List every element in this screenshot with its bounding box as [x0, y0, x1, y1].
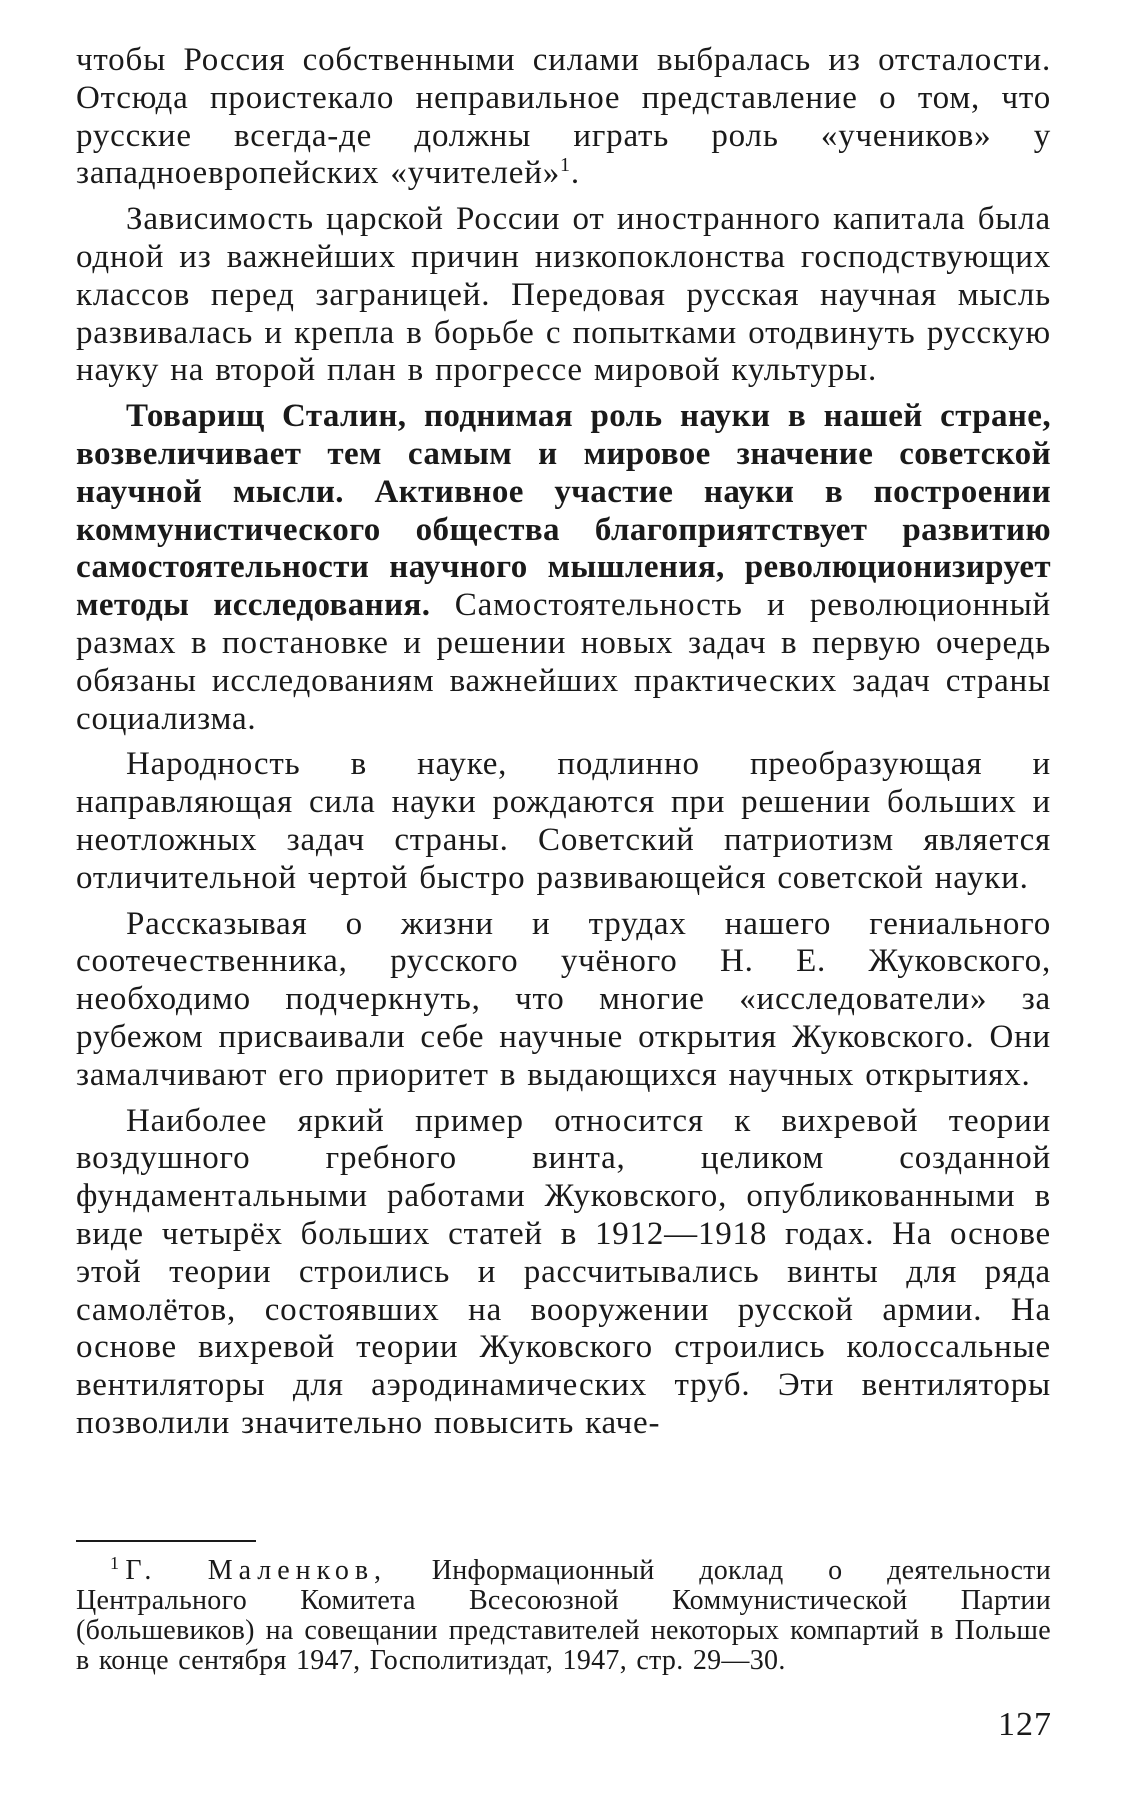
paragraph-3 — [76, 398, 1051, 738]
paragraph-5: Рассказывая о жизни и трудах нашего гениального соотечественника, русского учёного Н. Е. Жуковского, необходимо подчеркнуть, что многие «исследователи» за рубежом присваивали себе научные открытия Жуковского. Они замалчивают его приоритет в выдающихся научных открытиях. — [76, 905, 1051, 1093]
paragraph-1-text: чтобы Россия собственными силами выбралась из отсталости. Отсюда проистекало неправильное представление о том, что русские всегда-де должны играть роль «учеников» у западноевропейских «учителей» — [76, 42, 1051, 192]
footnote-author: Г. Маленков, — [125, 1555, 388, 1586]
footnote — [76, 1552, 1051, 1676]
paragraph-1 — [76, 42, 1051, 193]
footnote-text — [76, 1552, 1051, 1676]
footnote-citation: Информационный доклад о деятельности Центрального Комитета Всесоюзной Коммунистической Партии (большевиков) на совещании представителей некоторых компартий в Польше в конце сентября 1947, Госполитиздат, 1947, стр. 29—30. — [76, 1555, 1051, 1676]
paragraph-3-text: Самостоятельность и революционный размах в постановке и решении новых задач в первую очередь обязаны исследованиям важнейших практических задач страны социализма. — [76, 587, 1051, 737]
paragraph-1-end: . — [570, 155, 580, 192]
page-number: 127 — [998, 1706, 1052, 1743]
footnote-divider — [76, 1540, 256, 1542]
paragraph-2: Зависимость царской России от иностранного капитала была одной из важнейших причин низкопоклонства господствующих классов перед заграницей. Передовая русская научная мысль развивалась и крепла в борьбе с попытками отодвинуть русскую науку на второй план в прогрессе мировой культуры. — [76, 201, 1051, 389]
paragraph-4: Народность в науке, подлинно преобразующая и направляющая сила науки рождаются при решении больших и неотложных задач страны. Советский патриотизм является отличительной чертой быстро развивающейся советской науки. — [76, 746, 1051, 896]
bold-passage: Товарищ Сталин, поднимая роль науки в нашей стране, возвеличивает тем самым и мировое значение советской научной мысли. Активное участие науки в построении коммунистического общества благоприятствует развитию самостоятельности научного мышления, революционизирует методы исследования. — [76, 398, 1051, 624]
paragraph-6: Наиболее яркий пример относится к вихревой теории воздушного гребного винта, целиком созданной фундаментальными работами Жуковского, опубликованными в виде четырёх больших статей в 1912—1918 годах. На основе этой теории строились и рассчитывались винты для ряда самолётов, состоявших на вооружении русской армии. На основе вихревой теории Жуковского строились колоссальные вентиляторы для аэродинамических труб. Эти вентиляторы позволили значительно повысить каче- — [76, 1102, 1051, 1441]
footnote-mark: 1 — [110, 1552, 120, 1573]
footnote-reference: 1 — [560, 154, 571, 177]
main-text — [76, 42, 1051, 1451]
